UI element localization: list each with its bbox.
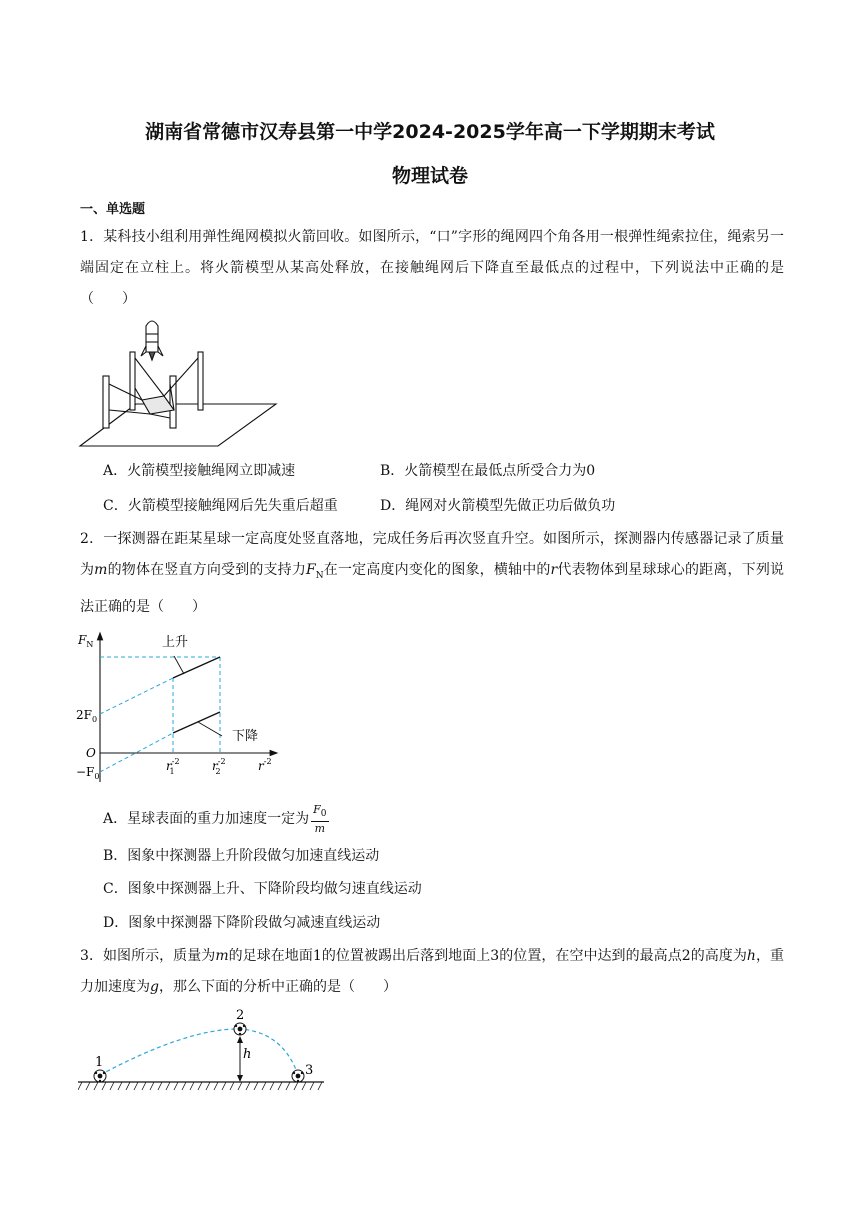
ball-1 [94,1070,106,1082]
football-trajectory-figure [78,1008,328,1094]
support-force-chart [74,630,284,790]
q2-option-c[interactable]: C．图象中探测器上升、下降阶段均做匀速直线运动 [103,881,422,897]
q2-option-d[interactable]: D．图象中探测器下降阶段做匀减速直线运动 [103,915,381,931]
q1-option-b[interactable]: B．火箭模型在最低点所受合力为0 [380,463,596,479]
up-extension-line [100,678,173,714]
tick-2f0: $2F_0$ [76,708,98,724]
trajectory-curve [100,1029,298,1075]
tick-neg-f0: $-F_0$ [76,765,100,781]
y-axis-label: $F_N$ [78,633,94,649]
question-3-stem: 3．如图所示，质量为m的足球在地面1的位置被踢出后落到地面上3的位置，在空中达到的最高点2的高度为h，重力加速度为g，那么下面的分析中正确的是（ ） [80,948,784,995]
q1-option-d[interactable]: D．绳网对火箭模型先做正功后做负功 [380,498,616,514]
origin-label: O [86,746,96,760]
height-label: h [243,1047,252,1062]
rocket-net-figure [78,318,278,450]
tick-r1: $r^{-2}$ 1 [166,757,180,776]
q2-option-b[interactable]: B．图象中探测器上升阶段做匀加速直线运动 [103,848,380,864]
section-heading: 一、单选题 [80,202,146,217]
point-2-label: 2 [236,1008,245,1023]
point-3-label: 3 [305,1063,314,1078]
q1-option-c[interactable]: C．火箭模型接触绳网后先失重后超重 [103,498,338,514]
ascent-label: 上升 [162,635,189,650]
descent-label: 下降 [232,729,259,744]
tick-r2: $r^{-2}$ 2 [212,757,226,776]
fraction-f0-over-m: $\frac{F_0}{m}$ [313,803,327,836]
descent-line [173,712,220,733]
x-axis-label: $r^{-2}$ [258,757,272,773]
ground-hatch [78,1082,322,1090]
exam-title: 湖南省常德市汉寿县第一中学2024-2025学年高一下学期期末考试 [145,121,715,143]
question-2-stem: 2．一探测器在距某星球一定高度处竖直落地，完成任务后再次竖直升空。如图所示，探测器内传感器记录了质量为m的物体在竖直方向受到的支持力$F_N$在一定高度内变化的图象，横轴中的r代表物体到星球球心的距离，下列说法正确的是（ ） [80,531,784,615]
ball-3 [292,1070,304,1082]
point-1-label: 1 [95,1055,104,1070]
exam-subtitle: 物理试卷 [391,165,468,187]
ball-2 [234,1023,246,1035]
question-1-stem: 1．某科技小组利用弹性绳网模拟火箭回收。如图所示，“口”字形的绳网四个角各用一根弹性绳索拉住，绳索另一端固定在立柱上。将火箭模型从某高处释放，在接触绳网后下降直至最低点的过程中，下列说法中正确的是（ ） [80,229,784,307]
q2-option-a[interactable]: A．星球表面的重力加速度一定为 $\frac{F_0}{m}$ [103,803,327,836]
q1-option-a[interactable]: A．火箭模型接触绳网立即减速 [103,463,296,479]
